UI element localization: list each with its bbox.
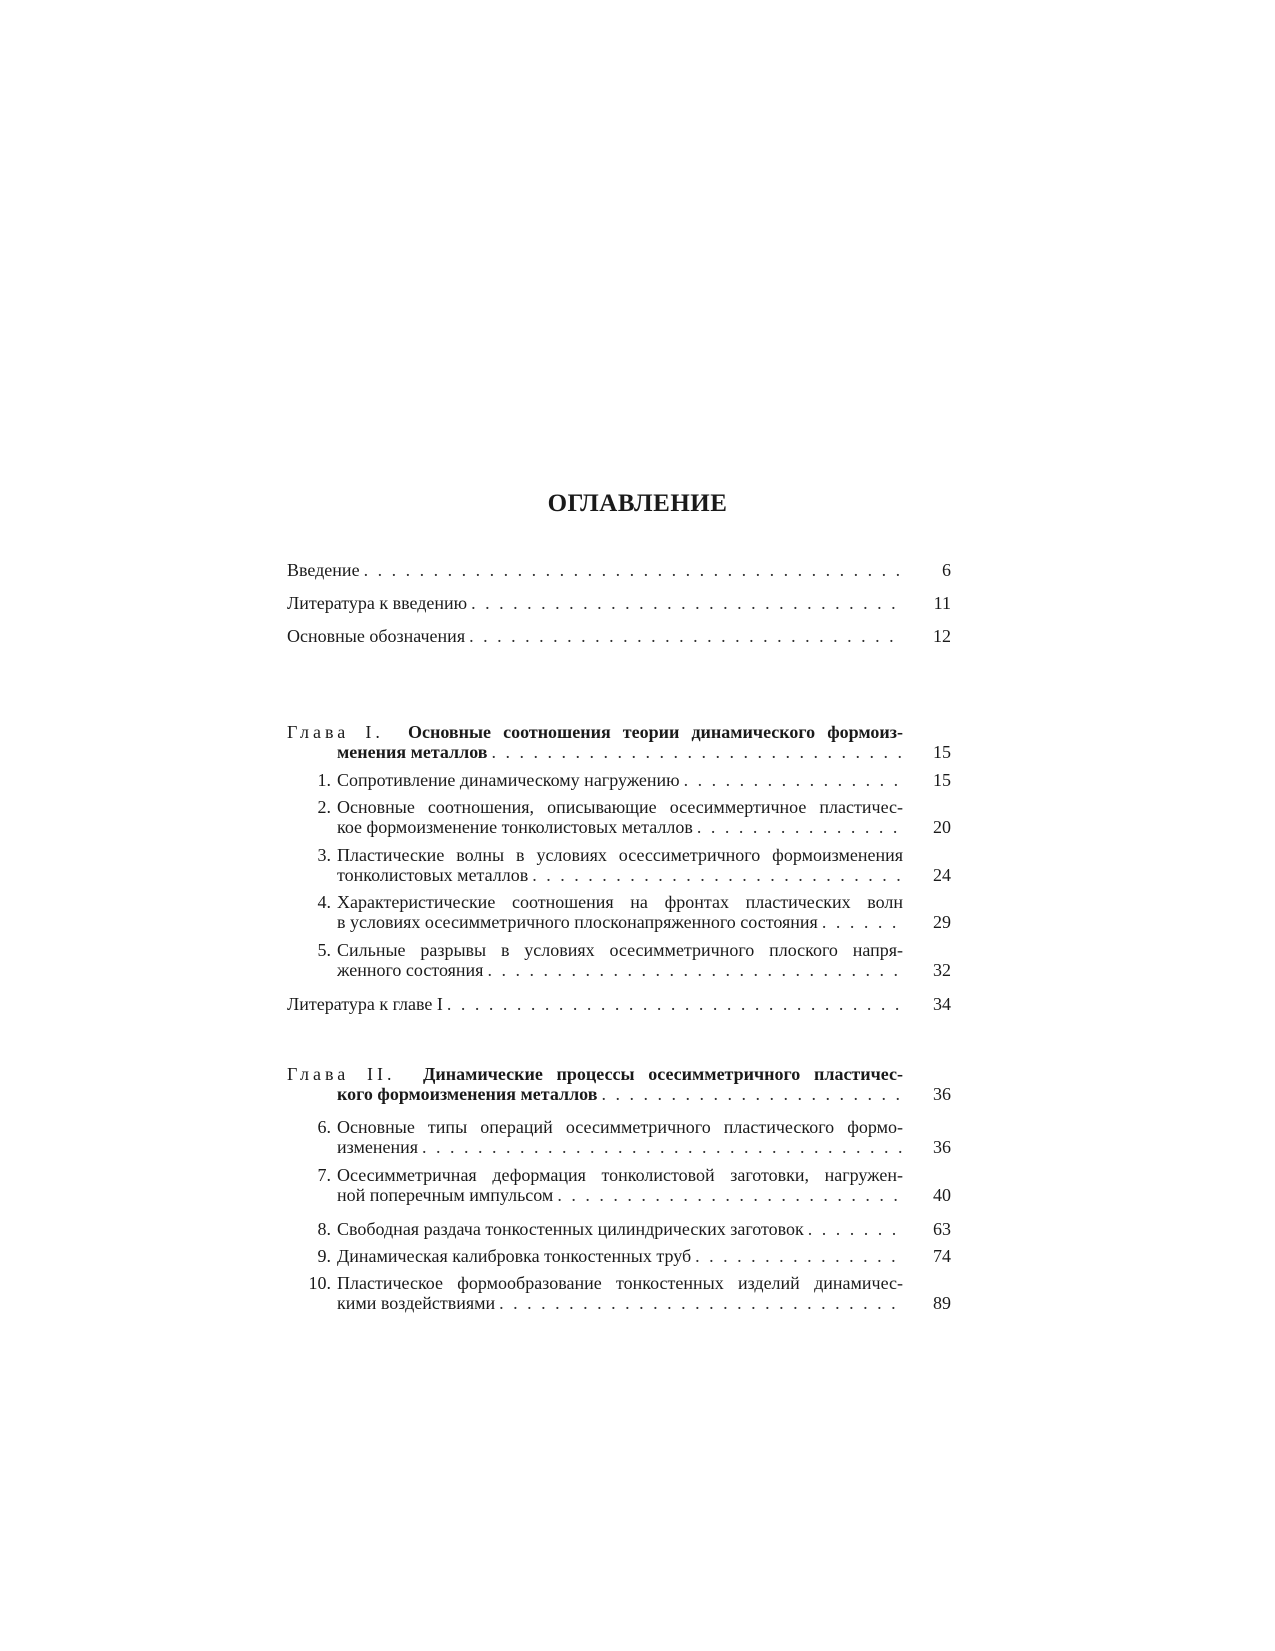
toc-section-1[interactable] (287, 770, 951, 790)
dot-leader (487, 960, 903, 980)
section-number: 6. (317, 1117, 331, 1137)
toc-section-7[interactable] (287, 1165, 951, 1205)
toc-chapter-1[interactable] (287, 722, 951, 762)
entry-label: Литература к главе I (287, 994, 443, 1014)
page-number: 36 (933, 1137, 951, 1157)
dot-leader (469, 626, 903, 646)
section-title-cont: изменения (337, 1137, 419, 1157)
dot-leader (808, 1219, 903, 1239)
page-number: 29 (933, 912, 951, 932)
dot-leader (695, 1246, 903, 1266)
chapter-title-cont: кого формоизменения металлов (337, 1084, 598, 1104)
toc-entry-chapter-1-literature[interactable] (287, 994, 951, 1014)
page-number: 11 (933, 593, 951, 613)
page-number: 24 (933, 865, 951, 885)
section-number: 7. (317, 1165, 331, 1185)
section-number: 9. (317, 1246, 331, 1266)
dot-leader (499, 1293, 903, 1313)
toc-chapter-2[interactable] (287, 1064, 951, 1104)
page-number: 6 (942, 560, 951, 580)
page-number: 20 (933, 817, 951, 837)
page-number: 34 (933, 994, 951, 1014)
section-title-cont: кими воздействиями (337, 1293, 496, 1313)
dot-leader (557, 1185, 903, 1205)
section-title-cont: ной поперечным импульсом (337, 1185, 554, 1205)
chapter-title: Основные соотношения теории динамического формоиз- (407, 722, 904, 742)
dot-leader (492, 742, 903, 762)
section-number: 3. (317, 845, 331, 865)
section-number: 8. (317, 1219, 331, 1239)
chapter-title: Динамические процессы осесимметричного пластичес- (422, 1064, 903, 1084)
section-number: 1. (317, 770, 331, 790)
dot-leader (447, 994, 903, 1014)
page-number: 15 (933, 770, 951, 790)
section-title: Пластические волны в условиях осессиметричного формоизменения (337, 845, 903, 865)
dot-leader (532, 865, 903, 885)
page-number: 74 (933, 1246, 951, 1266)
section-title: Основные соотношения, описывающие осесиммертичное пластичес- (337, 797, 903, 817)
section-title-cont: тонколистовых металлов (337, 865, 529, 885)
toc-section-2[interactable] (287, 797, 951, 837)
section-title: Характеристические соотношения на фронтах пластических волн (337, 892, 903, 912)
toc-section-9[interactable] (287, 1246, 951, 1266)
section-title: Сильные разрывы в условиях осесимметричного плоского напря- (337, 940, 903, 960)
toc-section-3[interactable] (287, 845, 951, 885)
dot-leader (601, 1084, 903, 1104)
toc-entry-intro-literature[interactable] (287, 593, 951, 613)
section-title-cont: женного состояния (337, 960, 484, 980)
section-title: Свободная раздача тонкостенных цилиндрических заготовок (337, 1219, 804, 1239)
entry-label: Введение (287, 560, 360, 580)
section-title: Динамическая калибровка тонкостенных труб (337, 1246, 692, 1266)
section-title: Сопротивление динамическому нагружению (337, 770, 680, 790)
toc-section-6[interactable] (287, 1117, 951, 1157)
chapter-title-cont: менения металлов (337, 742, 488, 762)
section-number: 4. (317, 892, 331, 912)
dot-leader (697, 817, 903, 837)
dot-leader (471, 593, 903, 613)
page-number: 32 (933, 960, 951, 980)
page-number: 40 (933, 1185, 951, 1205)
section-number: 10. (308, 1273, 331, 1293)
page-title: ОГЛАВЛЕНИЕ (547, 490, 728, 517)
dot-leader (684, 770, 903, 790)
page-number: 89 (933, 1293, 951, 1313)
toc-entry-introduction[interactable] (287, 560, 951, 580)
toc-section-8[interactable] (287, 1219, 951, 1239)
section-title: Осесимметричная деформация тонколистовой заготовки, нагружен- (337, 1165, 903, 1185)
page-number: 15 (933, 742, 951, 762)
toc-section-10[interactable] (287, 1273, 951, 1313)
dot-leader (422, 1137, 903, 1157)
page-number: 12 (933, 626, 951, 646)
toc-section-4[interactable] (287, 892, 951, 932)
entry-label: Литература к введению (287, 593, 468, 613)
toc-section-5[interactable] (287, 940, 951, 980)
dot-leader (364, 560, 903, 580)
chapter-label: Глава I. (287, 722, 384, 742)
section-number: 5. (317, 940, 331, 960)
entry-label: Основные обозначения (287, 626, 466, 646)
page-number: 36 (933, 1084, 951, 1104)
dot-leader (822, 912, 903, 932)
section-title-cont: кое формоизменение тонколистовых металлов (337, 817, 693, 837)
section-title: Основные типы операций осесимметричного пластического формо- (337, 1117, 903, 1137)
section-title: Пластическое формообразование тонкостенных изделий динамичес- (337, 1273, 903, 1293)
section-number: 2. (317, 797, 331, 817)
chapter-label: Глава II. (287, 1064, 396, 1084)
page-number: 63 (933, 1219, 951, 1239)
section-title-cont: в условиях осесимметричного плосконапряженного состояния (337, 912, 818, 932)
toc-entry-notation[interactable] (287, 626, 951, 646)
